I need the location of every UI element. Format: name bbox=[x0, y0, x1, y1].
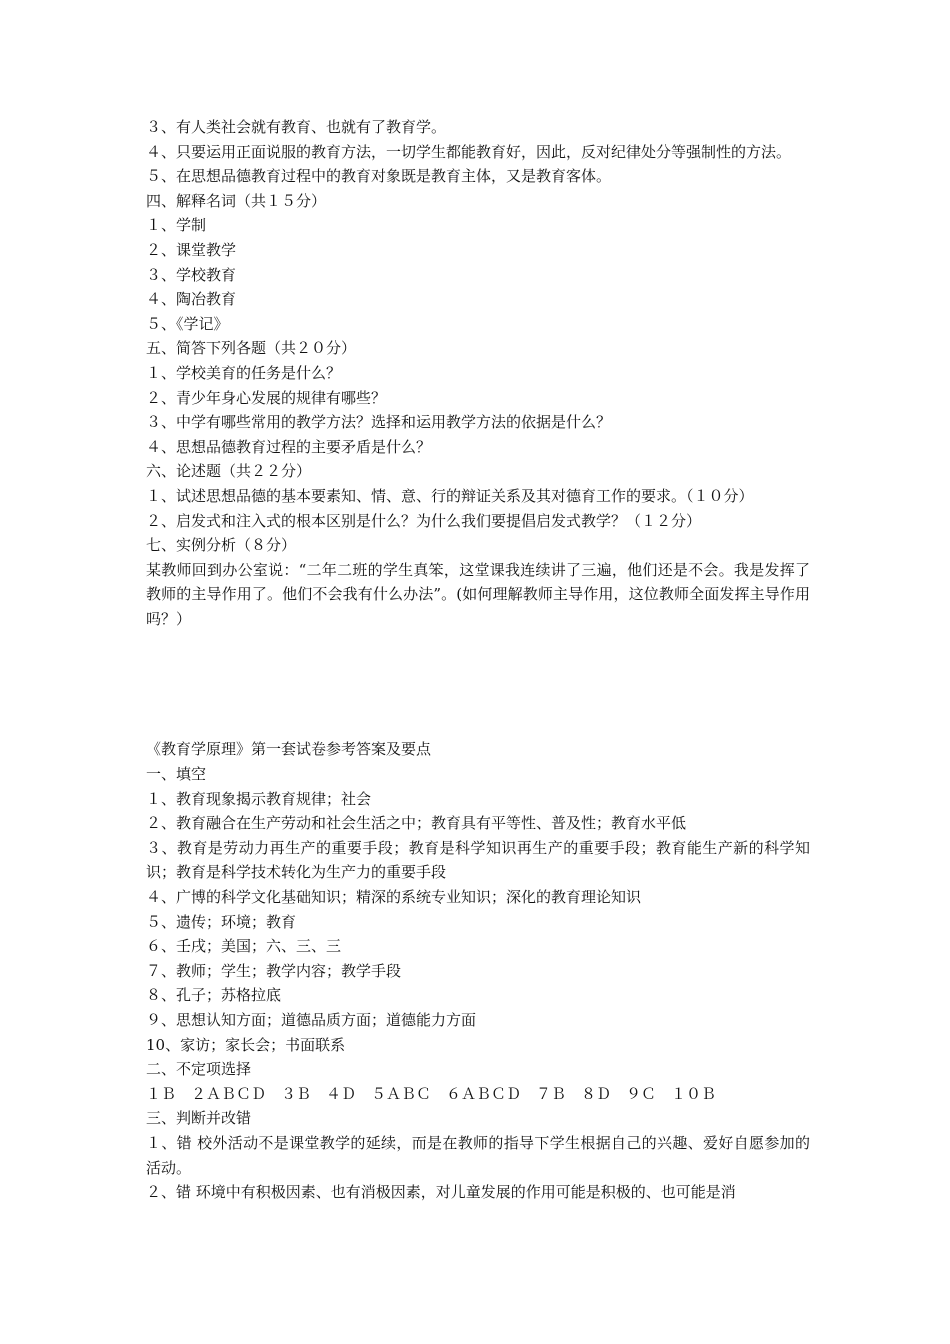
fill-answer: ３、教育是劳动力再生产的重要手段；教育是科学知识再生产的重要手段；教育能生产新的科学知识；教育是科学技术转化为生产力的重要手段 bbox=[146, 838, 810, 882]
short-question: ２、青少年身心发展的规律有哪些？ bbox=[146, 388, 387, 407]
short-question: １、学校美育的任务是什么？ bbox=[146, 363, 342, 382]
judge-section-title: 三、判断并改错 bbox=[146, 1109, 252, 1128]
fill-answer: 10、家访；家长会；书面联系 bbox=[146, 1035, 346, 1054]
fill-answer: ６、壬戌；美国；六、三、三 bbox=[146, 937, 342, 956]
section-4-title: 四、解释名词（共１５分） bbox=[146, 191, 327, 210]
fill-answer: ８、孔子；苏格拉底 bbox=[146, 986, 282, 1005]
section-7-title: 七、实例分析（８分） bbox=[146, 536, 297, 555]
judge-item-5: ５、在思想品德教育过程中的教育对象既是教育主体，又是教育客体。 bbox=[146, 167, 612, 186]
term-item: ３、学校教育 bbox=[146, 265, 237, 284]
fill-answer: ７、教师；学生；教学内容；教学手段 bbox=[146, 961, 402, 980]
short-question: ４、思想品德教育过程的主要矛盾是什么？ bbox=[146, 437, 432, 456]
judge-answer: １、错 校外活动不是课堂教学的延续，而是在教师的指导下学生根据自己的兴趣、爱好自愿参加的活动。 bbox=[146, 1133, 810, 1177]
fill-answer: ９、思想认知方面；道德品质方面；道德能力方面 bbox=[146, 1011, 477, 1029]
choice-section-title: 二、不定项选择 bbox=[146, 1060, 252, 1079]
section-6-title: 六、论述题（共２２分） bbox=[146, 462, 312, 481]
fill-section-title: 一、填空 bbox=[146, 765, 207, 784]
fill-answer: ２、教育融合在生产劳动和社会生活之中；教育具有平等性、普及性；教育水平低 bbox=[146, 814, 687, 833]
essay-question: １、试述思想品德的基本要素知、情、意、行的辩证关系及其对德育工作的要求。（１０分） bbox=[146, 486, 754, 505]
fill-answer: １、教育现象揭示教育规律；社会 bbox=[146, 789, 372, 808]
answers-title: 《教育学原理》第一套试卷参考答案及要点 bbox=[146, 740, 432, 759]
section-5-title: 五、简答下列各题（共２０分） bbox=[146, 339, 357, 358]
term-item: ５、《学记》 bbox=[146, 314, 229, 333]
case-analysis-text: 某教师回到办公室说：“二年二班的学生真笨，这堂课我连续讲了三遍，他们还是不会。我是发挥了教师的主导作用了。他们不会我有什么办法”。(如何理解教师主导作用，这位教师全面发挥主导作用吗？） bbox=[146, 560, 810, 628]
term-item: ４、陶冶教育 bbox=[146, 290, 237, 309]
document-page bbox=[146, 115, 810, 1205]
choice-answers: １Ｂ ２ＡＢＣＤ ３Ｂ ４Ｄ ５ＡＢＣ ６ＡＢＣＤ ７Ｂ ８Ｄ ９Ｃ １０Ｂ bbox=[146, 1084, 717, 1103]
short-question: ３、中学有哪些常用的教学方法？选择和运用教学方法的依据是什么？ bbox=[146, 413, 612, 432]
section-spacer bbox=[146, 631, 810, 737]
judge-item-4: ４、只要运用正面说服的教育方法，一切学生都能教育好，因此，反对纪律处分等强制性的方法。 bbox=[146, 142, 792, 161]
judge-answer: ２、错 环境中有积极因素、也有消极因素，对儿童发展的作用可能是积极的、也可能是消 bbox=[146, 1183, 736, 1202]
judge-item-3: ３、有人类社会就有教育、也就有了教育学。 bbox=[146, 118, 447, 136]
fill-answer: ５、遗传；环境；教育 bbox=[146, 912, 297, 931]
essay-question: ２、启发式和注入式的根本区别是什么？为什么我们要提倡启发式教学？（１２分） bbox=[146, 511, 702, 530]
term-item: ２、课堂教学 bbox=[146, 240, 237, 259]
term-item: １、学制 bbox=[146, 216, 207, 235]
fill-answer: ４、广博的科学文化基础知识；精深的系统专业知识；深化的教育理论知识 bbox=[146, 888, 642, 907]
